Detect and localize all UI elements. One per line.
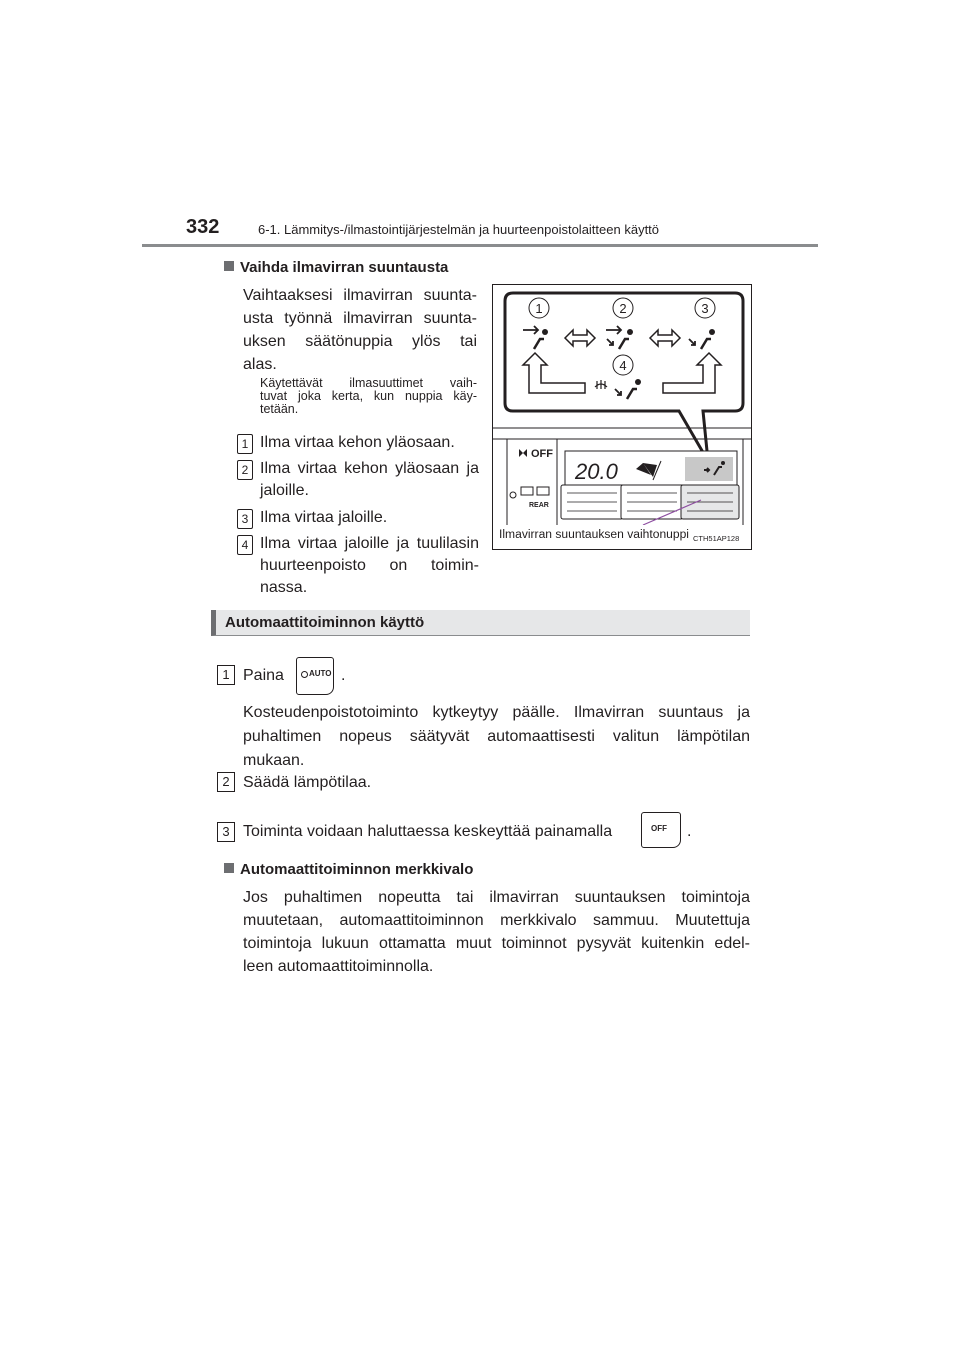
step-3-period: . bbox=[687, 823, 692, 840]
item-text: Ilma virtaa jaloille. bbox=[260, 509, 388, 526]
indicator-line: leen automaattitoiminnolla. bbox=[243, 958, 434, 975]
step-number-box: 2 bbox=[217, 772, 235, 792]
square-bullet-icon bbox=[224, 261, 234, 271]
note-line: Käytettävät ilmasuuttimet vaih- bbox=[260, 376, 477, 390]
item-text: Ilma virtaa jaloille ja tuulilasin bbox=[260, 535, 479, 552]
step-1-detail bbox=[243, 702, 750, 774]
section-header bbox=[211, 610, 750, 636]
note-line: tuvat joka kerta, kun nuppia käy- bbox=[260, 389, 477, 403]
callout-number: 1 bbox=[535, 301, 543, 316]
item-number: 4 bbox=[237, 535, 253, 555]
item-number: 3 bbox=[237, 509, 253, 529]
header-divider bbox=[142, 244, 818, 247]
figure-code: CTH51AP128 bbox=[693, 534, 740, 543]
step-1-line bbox=[243, 665, 284, 687]
callout-number: 3 bbox=[701, 301, 709, 316]
step-1-text: Paina bbox=[243, 667, 284, 684]
off-label: OFF bbox=[531, 448, 553, 460]
indicator-heading-text: Automaattitoiminnon merkkivalo bbox=[240, 861, 474, 878]
auto-button-icon bbox=[296, 657, 334, 695]
off-button-icon bbox=[641, 812, 681, 848]
item-text: huurteenpoisto on toimin- bbox=[260, 557, 479, 574]
item-text: nassa. bbox=[260, 579, 308, 596]
step-1-period: . bbox=[341, 667, 346, 684]
page-number: 332 bbox=[186, 216, 220, 238]
intro-line: Vaihtaaksesi ilmavirran suunta- bbox=[243, 287, 477, 304]
detail-line: mukaan. bbox=[243, 752, 305, 769]
airflow-heading bbox=[224, 259, 448, 276]
airflow-modes-list bbox=[237, 432, 479, 602]
section-title: Automaattitoiminnon käyttö bbox=[225, 614, 425, 631]
fan-icon bbox=[519, 449, 527, 457]
airflow-intro bbox=[243, 285, 477, 377]
detail-line: puhaltimen nopeus säätyvät automaattisesti valitun lämpötilan bbox=[243, 728, 750, 745]
airflow-figure bbox=[492, 284, 752, 550]
indicator-line: muutetaan, automaattitoiminnon merkkivalo sammuu. Muutettuja bbox=[243, 912, 750, 929]
intro-line: alas. bbox=[243, 356, 277, 373]
airflow-diagram bbox=[493, 285, 751, 549]
chapter-title: 6-1. Lämmitys-/ilmastointijärjestelmän ja huurteenpoistolaitteen käyttö bbox=[258, 222, 660, 237]
indicator-line: Jos puhaltimen nopeutta tai ilmavirran suuntauksen toimintoja bbox=[243, 889, 750, 906]
detail-line: Kosteudenpoistotoiminto kytkeytyy päälle. Ilmavirran suuntaus ja bbox=[243, 704, 750, 721]
airflow-heading-text: Vaihda ilmavirran suuntausta bbox=[240, 259, 449, 276]
rear-label: REAR bbox=[529, 502, 549, 509]
note-line: tetään. bbox=[260, 402, 299, 416]
auto-button-label: AUTO bbox=[309, 669, 332, 678]
temperature-display: 20.0 bbox=[575, 459, 618, 484]
step-number-box: 3 bbox=[217, 822, 235, 842]
indicator-line: toimintoja lukuun ottamatta muut toiminnot pysyvät kuitenkin edel- bbox=[243, 935, 750, 952]
item-number: 1 bbox=[237, 434, 253, 454]
off-button-label: OFF bbox=[651, 824, 667, 833]
intro-line: usta työnnä ilmavirran suunta- bbox=[243, 310, 477, 327]
intro-line: uksen säätönuppia ylös tai bbox=[243, 333, 477, 350]
step-number-box: 1 bbox=[217, 665, 235, 685]
item-text: Ilma virtaa kehon yläosaan ja bbox=[260, 460, 479, 477]
callout-number: 4 bbox=[619, 358, 627, 373]
knob-caption: Ilmavirran suuntauksen vaihtonuppi bbox=[499, 529, 689, 541]
square-bullet-icon bbox=[224, 863, 234, 873]
item-number: 2 bbox=[237, 460, 253, 480]
item-text: jaloille. bbox=[260, 482, 309, 499]
callout-number: 2 bbox=[619, 301, 627, 316]
airflow-note bbox=[260, 377, 477, 416]
item-text: Ilma virtaa kehon yläosaan. bbox=[260, 434, 455, 451]
indicator-paragraph bbox=[243, 887, 750, 979]
step-3-text: Toiminta voidaan haluttaessa keskeyttää painamalla bbox=[243, 823, 613, 840]
step-2-text: Säädä lämpötilaa. bbox=[243, 774, 372, 791]
control-panel bbox=[493, 428, 751, 535]
indicator-heading bbox=[224, 861, 473, 878]
